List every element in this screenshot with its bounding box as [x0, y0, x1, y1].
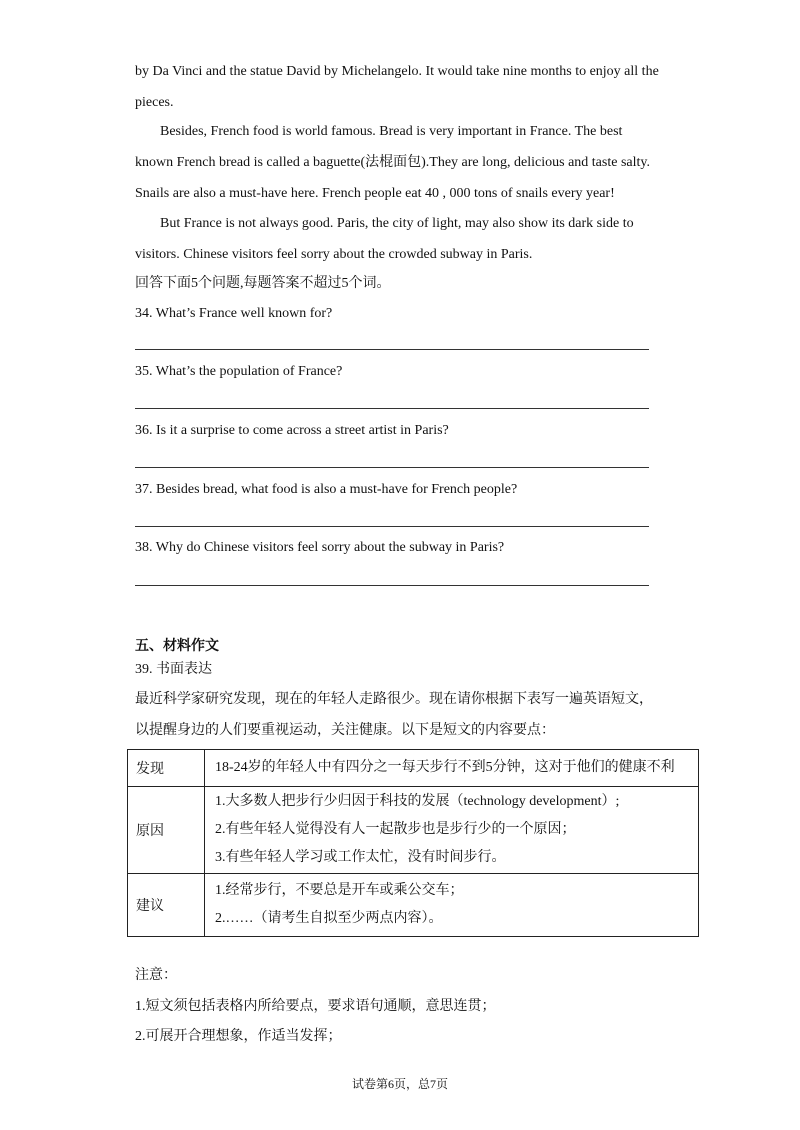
writing-outline-table	[127, 749, 699, 937]
table-item: 2.有些年轻人觉得没有人一起散步也是步行少的一个原因；	[215, 822, 576, 837]
question-number: 38.	[135, 540, 153, 555]
question-36	[135, 421, 665, 441]
table-item: 1.经常步行，不要总是开车或乘公交车；	[215, 883, 464, 898]
table-item: 18-24岁的年轻人中有四分之一每天步行不到5分钟，这对于他们的健康不利	[215, 760, 675, 775]
question-number: 34.	[135, 306, 153, 321]
passage-line: But France is not always good. Paris, the city of light, may also show its dark side to	[160, 216, 634, 231]
question-34	[135, 304, 665, 324]
passage-line: visitors. Chinese visitors feel sorry about the crowded subway in Paris.	[135, 247, 533, 262]
question-number: 37.	[135, 482, 153, 497]
passage-line: pieces.	[135, 95, 174, 110]
question-37	[135, 480, 665, 500]
question-38	[135, 538, 665, 558]
table-row-content	[205, 874, 699, 937]
question-text: Why do Chinese visitors feel sorry about the subway in Paris?	[155, 540, 505, 555]
page-footer: 试卷第6页，总7页	[351, 1077, 448, 1091]
answer-line-35[interactable]	[135, 408, 649, 409]
answer-line-36[interactable]	[135, 467, 649, 468]
passage-line: Snails are also a must-have here. French people eat 40 , 000 tons of snails every year!	[135, 186, 615, 201]
question-number: 36.	[135, 423, 153, 438]
answer-line-38[interactable]	[135, 585, 649, 586]
table-item: 2.……（请考生自拟至少两点内容）。	[215, 911, 443, 926]
section-heading: 五、材料作文	[135, 639, 219, 654]
question-text: Is it a surprise to come across a street artist in Paris?	[156, 423, 449, 438]
table-row-label: 原因	[128, 787, 205, 874]
answer-line-34[interactable]	[135, 349, 649, 350]
question-number: 39.	[135, 662, 153, 677]
table-row-label: 建议	[128, 874, 205, 937]
answer-line-37[interactable]	[135, 526, 649, 527]
writing-intro-line: 以提醒身边的人们要重视运动，关注健康。以下是短文的内容要点：	[135, 723, 555, 738]
question-title: 书面表达	[156, 662, 212, 677]
question-text: What’s the population of France?	[155, 364, 343, 379]
table-row-content	[205, 750, 699, 787]
notes-title: 注意：	[135, 968, 177, 983]
table-row	[128, 874, 699, 937]
table-item: 1.大多数人把步行少归因于科技的发展（technology development）;	[215, 794, 620, 809]
table-row	[128, 787, 699, 874]
question-text: Besides bread, what food is also a must-have for French people?	[156, 482, 518, 497]
table-row-content	[205, 787, 699, 874]
table-item: 3.有些年轻人学习或工作太忙，没有时间步行。	[215, 850, 506, 865]
note-item: 2.可展开合理想象，作适当发挥；	[135, 1029, 342, 1044]
questions-instructions: 回答下面5个问题,每题答案不超过5个词。	[135, 276, 391, 291]
question-39-title	[135, 660, 665, 680]
passage-line: known French bread is called a baguette(法棍面包).They are long, delicious and taste salty.	[135, 155, 650, 170]
passage-line: by Da Vinci and the statue David by Michelangelo. It would take nine months to enjoy all the	[135, 64, 659, 79]
writing-intro-line: 最近科学家研究发现，现在的年轻人走路很少。现在请你根据下表写一遍英语短文，	[135, 692, 653, 707]
question-text: What’s France well known for?	[155, 306, 333, 321]
table-row-label: 发现	[128, 750, 205, 787]
question-number: 35.	[135, 364, 153, 379]
passage-line: Besides, French food is world famous. Bread is very important in France. The best	[160, 124, 623, 139]
table-row	[128, 750, 699, 787]
note-item: 1.短文须包括表格内所给要点，要求语句通顺，意思连贯；	[135, 999, 496, 1014]
question-35	[135, 362, 665, 382]
